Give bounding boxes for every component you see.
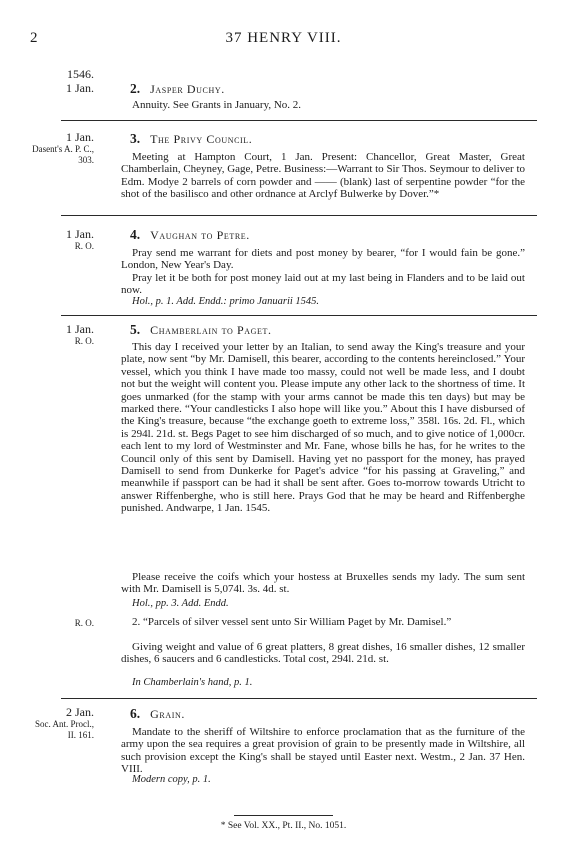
entry-number: 2. [132,616,141,628]
margin-reference: R. O. [74,336,94,346]
margin-note [28,130,94,166]
entry-number: 5. [130,322,141,337]
document-description: Modern copy, p. 1. [132,774,211,785]
entry-paragraph: Mandate to the sheriff of Wiltshire to enforce proclamation that as the furniture of the army upon the sea requires a great provision of grain to be presently made in Wiltshire, all such provision except the King's shall be stayed until Easter next. Westm., 2 Jan. 37 Hen. VIII. [121,726,525,776]
entry-heading [130,322,272,338]
margin-reference: Dasent's A. P. C., 303. [32,144,94,165]
entry-heading [130,81,225,97]
entry-paragraph: Pray send me warrant for diets and post money by bearer, “for I would fain be gone.” London, New Year's Day. [121,247,525,272]
entry-paragraph: Meeting at Hampton Court, 1 Jan. Present: Chancellor, Great Master, Great Chamberlain, Cheyney, Gage, Petre. Business:—Warrant to Sir Thos. Seymour to deliver to Edm. Modye 2 barrels of corn powder and —— (blank) last of serpentine powder “for the shot of the basilisco and other ordnance at Arclyf Bulwerke by Dover.”* [121,151,525,201]
margin-year [28,67,94,95]
margin-reference: R. O. [74,241,94,251]
entry-number: 6. [130,706,141,721]
divider [61,698,537,699]
page-number: 2 [30,30,38,46]
entry-number: 2. [130,81,141,96]
entry-paragraph: This day I received your letter by an Italian, to send away the King's treasure and your plate, now sent “by Mr. Damisell, this bearer, according to the contents hereinclosed.” Your vessel, which you think I have made too massy, could not well be made less, and I doubt not but the weight will content you. Please impute any other lack to the shortness of time. It goes unmarked (for the stamp with your arms cannot be made this ten days) but may be marked there. “Your candlesticks I also hope will like you.” About this I have disbursed of the King's treasure, because “the exchange goeth to extreme loss,” 358l. 16s. 2d. Fl., which is 294l. 21d. st. Begs Paget to see him discharged of so much, and to give notice of 1,000cr. each lent to my lord of Westminster and Mr. Fane, whose bills he has, for he writes to the Council only of this sent by Damisell. Having yet no passport for the money, has prayed Damisell to send from Dunkerke for Paget's advice “for his passing at Graveling,” and meanwhile if passport can be had it shall be sent after. Goes to-morrow towards Utricht to answer Riffenberghe, who is still here. Prays God that he may be heard and Riffenberghe punished. Andwarpe, 1 Jan. 1545. [121,341,525,515]
enclosure-title: “Parcels of silver vessel sent unto Sir William Paget by Mr. Damisel.” [143,616,452,628]
divider [61,315,537,316]
margin-note [28,705,94,741]
footnote-divider [234,815,333,816]
entry-heading [130,131,252,147]
divider [61,120,537,121]
entry-paragraph: Annuity. See Grants in January, No. 2. [132,99,302,111]
margin-reference: R. O. [74,618,94,628]
document-description: Hol., pp. 3. Add. Endd. [132,598,229,609]
entry-title: Chamberlain to Paget. [150,323,272,337]
document-description: Hol., p. 1. Add. Endd.: primo Januarii 1545. [132,296,320,307]
margin-date: 1 Jan. [66,322,94,336]
year-label: 1546. [67,67,94,81]
margin-date: 1 Jan. [66,81,94,95]
margin-note [28,227,94,252]
entry-number: 3. [130,131,141,146]
margin-date: 1 Jan. [66,130,94,144]
entry-paragraph: Pray let it be both for post money laid out at my last being in Flanders and to be laid out now. [121,272,525,297]
entry-heading [130,227,250,243]
entry-paragraph: Please receive the coifs which your hostess at Bruxelles sends my lady. The sum sent with Mr. Damisell is 5,074l. 3s. 4d. st. [121,571,525,596]
margin-note [28,322,94,347]
entry-heading [130,706,185,722]
entry-paragraph: Giving weight and value of 6 great platters, 8 great dishes, 16 smaller dishes, 12 smaller dishes, 6 saucers and 6 candlesticks. Total cost, 294l. 21d. st. [121,641,525,666]
running-head: 37 HENRY VIII. [225,30,342,46]
margin-note [28,618,94,629]
footnote: * See Vol. XX., Pt. II., No. 1051. [220,821,347,831]
margin-date: 2 Jan. [66,705,94,719]
divider [61,215,537,216]
margin-date: 1 Jan. [66,227,94,241]
entry-title: Vaughan to Petre. [150,228,250,242]
entry-title: Jasper Duchy. [150,82,225,96]
margin-reference: Soc. Ant. Procl., II. 161. [34,719,94,740]
entry-title: The Privy Council. [150,132,253,146]
entry-paragraph [121,616,525,628]
entry-title: Grain. [150,707,185,721]
entry-number: 4. [130,227,141,242]
document-description: In Chamberlain's hand, p. 1. [132,677,253,688]
